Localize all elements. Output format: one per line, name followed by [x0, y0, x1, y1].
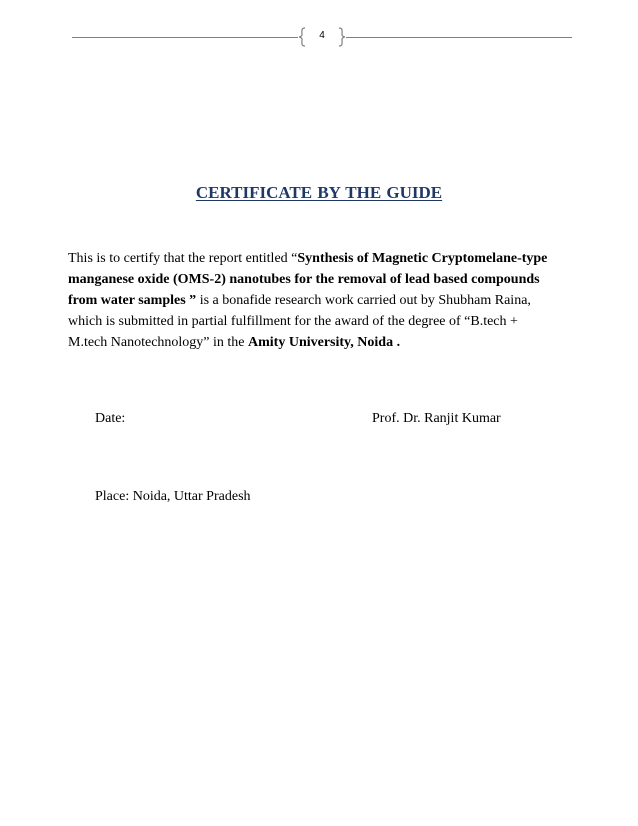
body-line — [68, 332, 574, 353]
body-text-run: M.tech Nanotechnology” in the — [68, 335, 249, 350]
report-title-run: from water samples ” — [68, 293, 197, 308]
report-title-run: manganese oxide (OMS-2) nanotubes for the removal of lead based compounds — [68, 272, 540, 287]
header-rule-left — [72, 37, 298, 38]
page-number: 4 — [319, 30, 325, 41]
body-line — [68, 311, 574, 332]
certificate-body — [68, 248, 574, 353]
body-text-run: is a bonafide research work carried out by Shubham Raina, — [196, 293, 531, 308]
body-line — [68, 290, 574, 311]
right-bracket-icon — [338, 27, 346, 47]
place-label: Place: Noida, Uttar Pradesh — [95, 489, 251, 504]
body-line — [68, 248, 574, 269]
header-rule-right — [346, 37, 572, 38]
date-label: Date: — [95, 411, 126, 426]
page-number-box — [298, 27, 346, 47]
university-name-run: Amity University, Noida . — [248, 335, 401, 350]
body-line — [68, 269, 574, 290]
body-text-run: This is to certify that the report entitled “ — [68, 251, 298, 266]
certificate-title: CERTIFICATE BY THE GUIDE — [195, 183, 443, 202]
report-title-run: Synthesis of Magnetic Cryptomelane-type — [297, 251, 548, 266]
body-text-run: which is submitted in partial fulfillment for the award of the degree of “B.tech + — [68, 314, 518, 329]
guide-name: Prof. Dr. Ranjit Kumar — [372, 411, 501, 426]
